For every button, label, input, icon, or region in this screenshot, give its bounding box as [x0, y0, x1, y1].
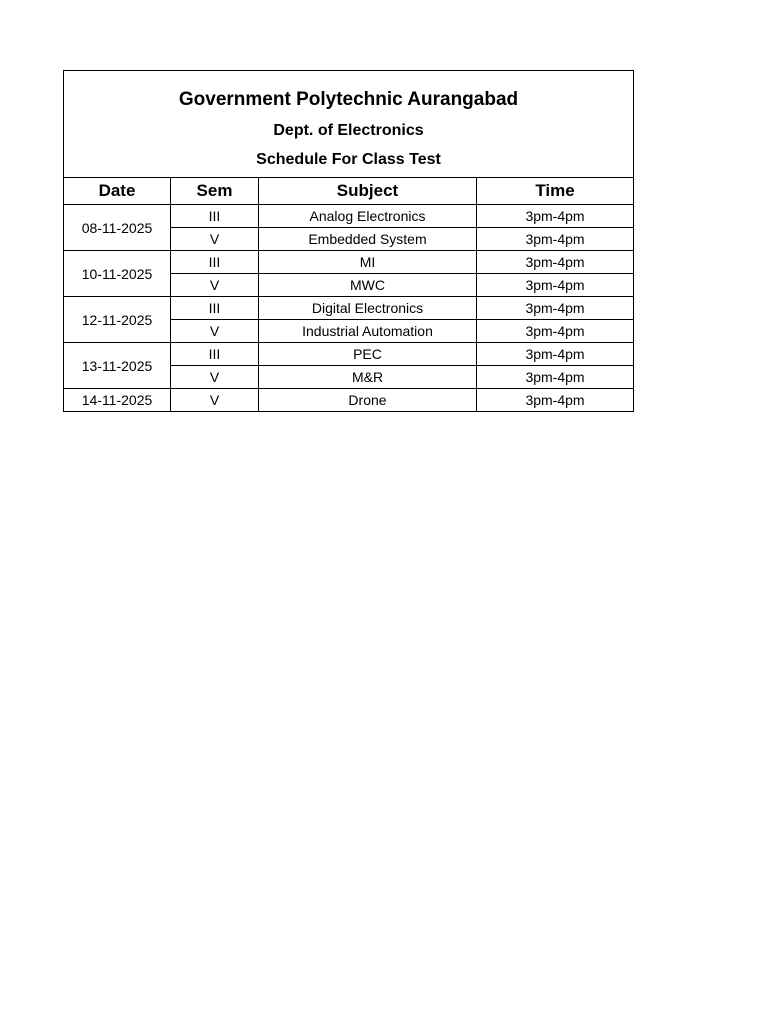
time-cell: 3pm-4pm: [477, 297, 634, 320]
time-cell: 3pm-4pm: [477, 343, 634, 366]
schedule-title: Schedule For Class Test: [256, 151, 441, 168]
table-row: [64, 343, 634, 366]
column-header-subject: Subject: [259, 178, 477, 205]
subject-cell: Industrial Automation: [259, 320, 477, 343]
subject-cell: Digital Electronics: [259, 297, 477, 320]
sem-cell: III: [171, 297, 259, 320]
subject-cell: Drone: [259, 389, 477, 412]
table-row: [64, 297, 634, 320]
subject-cell: Analog Electronics: [259, 205, 477, 228]
department-title: Dept. of Electronics: [273, 122, 424, 139]
table-row: [64, 251, 634, 274]
sem-cell: V: [171, 366, 259, 389]
date-cell: 10-11-2025: [64, 251, 171, 297]
sem-cell: V: [171, 389, 259, 412]
column-header-time: Time: [477, 178, 634, 205]
time-cell: 3pm-4pm: [477, 320, 634, 343]
time-cell: 3pm-4pm: [477, 274, 634, 297]
time-cell: 3pm-4pm: [477, 205, 634, 228]
date-cell: 13-11-2025: [64, 343, 171, 389]
subject-cell: M&R: [259, 366, 477, 389]
time-cell: 3pm-4pm: [477, 251, 634, 274]
time-cell: 3pm-4pm: [477, 228, 634, 251]
sem-cell: III: [171, 343, 259, 366]
table-row: [64, 205, 634, 228]
time-cell: 3pm-4pm: [477, 389, 634, 412]
schedule-sheet: [63, 70, 633, 412]
title-row: [64, 71, 634, 178]
sem-cell: III: [171, 205, 259, 228]
title-block: [64, 71, 634, 178]
subject-cell: MWC: [259, 274, 477, 297]
column-header-date: Date: [64, 178, 171, 205]
subject-cell: PEC: [259, 343, 477, 366]
sem-cell: V: [171, 274, 259, 297]
sem-cell: V: [171, 320, 259, 343]
time-cell: 3pm-4pm: [477, 366, 634, 389]
date-cell: 08-11-2025: [64, 205, 171, 251]
subject-cell: MI: [259, 251, 477, 274]
table-row: [64, 389, 634, 412]
date-cell: 14-11-2025: [64, 389, 171, 412]
subject-cell: Embedded System: [259, 228, 477, 251]
column-header-sem: Sem: [171, 178, 259, 205]
date-cell: 12-11-2025: [64, 297, 171, 343]
column-header-row: [64, 178, 634, 205]
sem-cell: V: [171, 228, 259, 251]
schedule-table: [63, 70, 634, 412]
institution-title: Government Polytechnic Aurangabad: [178, 89, 519, 110]
schedule-body: [64, 205, 634, 412]
sem-cell: III: [171, 251, 259, 274]
